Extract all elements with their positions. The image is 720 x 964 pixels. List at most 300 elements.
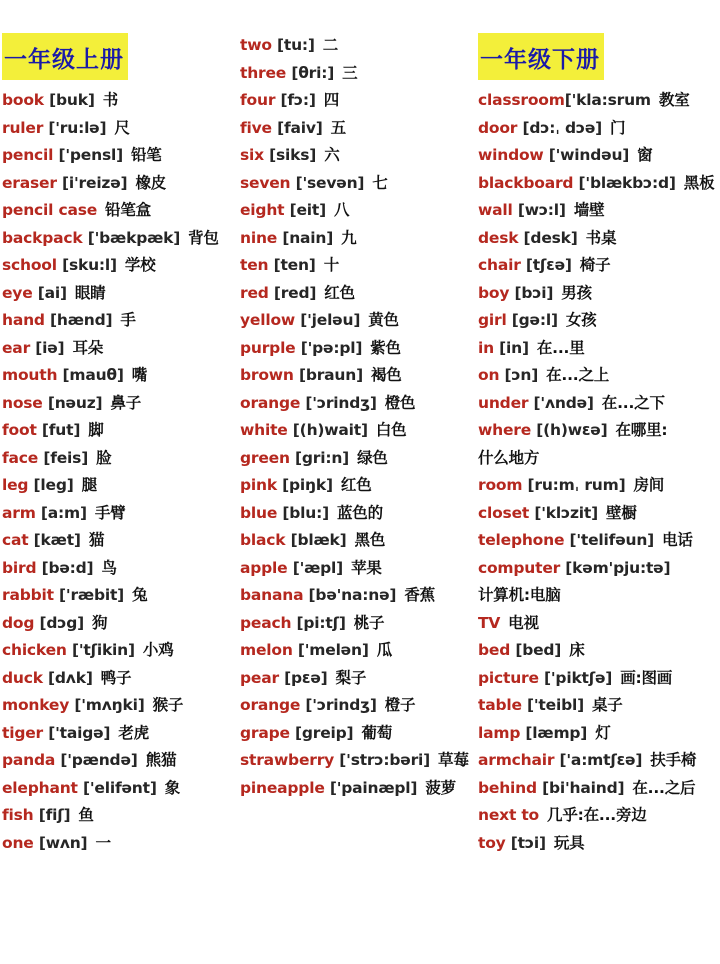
chinese-meaning: 背包	[188, 228, 219, 247]
phonetic: [mauθ]	[62, 366, 124, 384]
chinese-meaning: 一	[95, 833, 111, 852]
vocab-entry	[478, 693, 623, 717]
vocab-entry	[478, 721, 611, 745]
english-word: TV	[478, 613, 501, 632]
phonetic: [ai]	[37, 283, 67, 302]
chinese-meaning: 嘴	[131, 366, 148, 384]
chinese-meaning: 在...之下	[601, 393, 665, 412]
chinese-meaning: 兔	[132, 586, 148, 604]
phonetic: [braun]	[298, 366, 363, 384]
chinese-meaning: 八	[333, 201, 350, 219]
vocab-entry	[240, 336, 401, 360]
phonetic: [pi:tʃ]	[296, 613, 346, 632]
english-word: purple	[240, 338, 296, 357]
vocab-entry	[478, 501, 637, 525]
english-word: nose	[2, 393, 43, 412]
english-word: eraser	[2, 173, 57, 192]
english-word: picture	[478, 668, 539, 687]
phonetic: [bed]	[515, 641, 562, 659]
chinese-meaning: 葡萄	[361, 723, 393, 742]
vocab-entry	[240, 556, 382, 580]
english-word: banana	[240, 586, 304, 604]
chinese-meaning: 电视	[508, 613, 539, 632]
vocab-entry	[240, 638, 392, 662]
chinese-meaning: 熊猫	[145, 751, 177, 769]
chinese-meaning: 五	[330, 118, 346, 137]
chinese-meaning: 耳朵	[72, 338, 104, 357]
english-word: classroom	[478, 91, 565, 109]
chinese-meaning: 男孩	[561, 283, 592, 302]
chinese-meaning: 猴子	[152, 696, 184, 714]
english-word: eye	[2, 283, 33, 302]
chinese-meaning: 画:图画	[620, 668, 673, 687]
chinese-meaning: 桌子	[591, 696, 623, 714]
english-word: cat	[2, 531, 29, 549]
phonetic: [blu:]	[282, 503, 329, 522]
vocab-entry	[240, 61, 357, 85]
chinese-meaning: 桃子	[353, 613, 385, 632]
english-word: pencil case	[2, 201, 98, 219]
phonetic: ['strɔ:bəri]	[339, 751, 431, 769]
phonetic: [i'reizə]	[62, 173, 128, 192]
vocab-entry	[240, 776, 456, 800]
phonetic: [gri:n]	[295, 448, 350, 467]
chinese-meaning: 鸭子	[100, 668, 132, 687]
vocab-entry	[478, 418, 667, 442]
chinese-meaning: 扶手椅	[650, 751, 697, 769]
chinese-meaning: 黑色	[354, 531, 386, 549]
english-word: ten	[240, 256, 269, 274]
phonetic: [hænd]	[50, 311, 113, 329]
english-word: face	[2, 448, 39, 467]
vocab-entry	[240, 666, 366, 690]
vocab-entry	[478, 528, 693, 552]
chinese-meaning: 紫色	[370, 338, 401, 357]
chinese-meaning: 床	[569, 641, 585, 659]
chinese-meaning: 鱼	[78, 806, 94, 824]
vocab-entry	[240, 501, 383, 525]
chinese-meaning: 十	[323, 256, 339, 274]
chinese-meaning: 梨子	[335, 668, 367, 687]
vocab-entry	[240, 583, 435, 607]
phonetic: ['jeləu]	[300, 311, 361, 329]
vocab-entry	[2, 226, 219, 250]
phonetic: [blæk]	[290, 531, 347, 549]
phonetic: [tʃεə]	[525, 256, 572, 274]
vocab-entry	[478, 281, 592, 305]
vocab-entry	[2, 116, 130, 140]
vocab-entry	[478, 143, 652, 167]
phonetic: [tu:]	[276, 36, 315, 54]
vocab-entry	[2, 528, 104, 552]
chinese-meaning: 红色	[340, 476, 372, 494]
english-word: window	[478, 146, 544, 164]
chinese-meaning: 草莓	[438, 751, 469, 769]
phonetic: ['ʌndə]	[533, 393, 594, 412]
chinese-meaning: 在...之上	[546, 366, 610, 384]
vocab-entry	[2, 831, 111, 855]
phonetic: [a:m]	[40, 503, 87, 522]
chinese-meaning: 教室	[658, 91, 690, 109]
english-word: mouth	[2, 366, 58, 384]
phonetic: [dɔg]	[39, 613, 84, 632]
vocab-entry	[2, 281, 105, 305]
english-word: wall	[478, 201, 513, 219]
phonetic: [red]	[273, 283, 317, 302]
chinese-meaning: 窗	[637, 146, 653, 164]
chinese-meaning: 女孩	[565, 311, 597, 329]
vocab-entry	[240, 528, 385, 552]
vocab-entry	[478, 748, 696, 772]
phonetic: [(h)wait]	[292, 421, 368, 439]
phonetic: ['ræbit]	[59, 586, 125, 604]
english-word: green	[240, 448, 290, 467]
english-word: next to	[478, 806, 540, 824]
phonetic: [fiʃ]	[38, 806, 71, 824]
english-word: four	[240, 91, 276, 109]
vocab-entry	[478, 473, 664, 497]
english-word: armchair	[478, 751, 555, 769]
chinese-meaning: 在哪里:	[615, 421, 668, 439]
chinese-meaning: 几乎:在...旁边	[547, 806, 647, 824]
phonetic: [leg]	[33, 476, 74, 494]
phonetic: ['mʌŋki]	[74, 696, 145, 714]
phonetic: [gə:l]	[511, 311, 558, 329]
vocab-entry	[240, 446, 388, 470]
vocab-entry	[240, 308, 399, 332]
chinese-meaning: 橙色	[384, 393, 416, 412]
vocab-entry	[478, 583, 561, 607]
phonetic: ['pændə]	[60, 751, 138, 769]
chinese-meaning: 墙壁	[573, 201, 605, 219]
vocab-entry	[2, 446, 111, 470]
chinese-meaning: 书桌	[585, 228, 617, 247]
phonetic: [ɔn]	[504, 366, 539, 384]
english-word: orange	[240, 696, 301, 714]
vocab-entry	[240, 391, 415, 415]
phonetic: [pεə]	[284, 668, 328, 687]
english-word: yellow	[240, 311, 296, 329]
vocab-entry	[240, 198, 349, 222]
vocab-entry	[2, 611, 107, 635]
english-word: telephone	[478, 531, 565, 549]
vocab-entry	[2, 418, 104, 442]
phonetic: ['windəu]	[548, 146, 630, 164]
english-word: grape	[240, 723, 290, 742]
english-word: lamp	[478, 723, 521, 742]
phonetic: [desk]	[523, 228, 578, 247]
vocab-entry	[2, 308, 136, 332]
vocab-entry	[240, 33, 338, 57]
chinese-meaning: 房间	[633, 476, 665, 494]
chinese-meaning: 象	[164, 778, 181, 797]
chinese-meaning: 什么地方	[478, 448, 540, 467]
phonetic: [kəm'pju:tə]	[565, 558, 671, 577]
english-word: apple	[240, 558, 288, 577]
phonetic: ['pensl]	[58, 146, 123, 164]
chinese-meaning: 蓝色的	[336, 503, 383, 522]
phonetic: ['blækbɔ:d]	[578, 173, 676, 192]
vocab-entry	[478, 363, 609, 387]
english-word: chair	[478, 256, 521, 274]
vocab-entry	[240, 363, 402, 387]
phonetic: ['bækpæk]	[87, 228, 181, 247]
vocab-entry	[240, 281, 355, 305]
chinese-meaning: 椅子	[579, 256, 611, 274]
chinese-meaning: 尺	[114, 118, 130, 137]
english-word: two	[240, 36, 272, 54]
vocab-entry	[2, 143, 162, 167]
vocab-entry	[2, 583, 147, 607]
english-word: boy	[478, 283, 510, 302]
english-word: elephant	[2, 778, 78, 797]
phonetic: ['teibl]	[527, 696, 584, 714]
english-word: table	[478, 696, 522, 714]
english-word: leg	[2, 476, 29, 494]
chinese-meaning: 菠萝	[425, 778, 456, 797]
english-word: five	[240, 118, 272, 137]
vocab-entry	[240, 721, 392, 745]
phonetic: ['sevən]	[295, 173, 365, 192]
vocab-entry	[2, 171, 166, 195]
chinese-meaning: 在...之后	[632, 778, 696, 797]
vocab-entry	[478, 776, 695, 800]
chinese-meaning: 九	[341, 228, 357, 247]
vocab-entry	[478, 556, 670, 580]
vocab-entry	[478, 638, 585, 662]
english-word: blackboard	[478, 173, 574, 192]
phonetic: [sku:l]	[62, 256, 117, 274]
english-word: under	[478, 393, 529, 412]
chinese-meaning: 四	[323, 91, 340, 109]
vocab-entry	[478, 391, 665, 415]
phonetic: [buk]	[49, 91, 95, 109]
chinese-meaning: 瓜	[376, 641, 393, 659]
english-word: behind	[478, 778, 537, 797]
chinese-meaning: 鸟	[101, 558, 117, 577]
vocab-entry	[478, 666, 672, 690]
phonetic: [nain]	[282, 228, 334, 247]
phonetic: [siks]	[269, 146, 317, 164]
phonetic: [faiv]	[277, 118, 323, 137]
chinese-meaning: 褐色	[371, 366, 402, 384]
vocab-entry	[240, 143, 340, 167]
english-word: monkey	[2, 696, 70, 714]
english-word: orange	[240, 393, 301, 412]
vocab-entry	[478, 336, 585, 360]
vocab-entry	[478, 831, 584, 855]
english-word: chicken	[2, 641, 67, 659]
phonetic: [læmp]	[525, 723, 588, 742]
phonetic: [wɔ:l]	[517, 201, 566, 219]
english-word: where	[478, 421, 532, 439]
phonetic: [bi'haind]	[542, 778, 625, 797]
english-word: rabbit	[2, 586, 54, 604]
chinese-meaning: 计算机:电脑	[478, 586, 561, 604]
vocab-entry	[240, 418, 406, 442]
english-word: ruler	[2, 118, 44, 137]
phonetic: ['ru:lə]	[48, 118, 107, 137]
phonetic: [θri:]	[291, 63, 335, 82]
phonetic: [bə:d]	[41, 558, 94, 577]
english-word: red	[240, 283, 269, 302]
english-word: door	[478, 118, 518, 137]
english-word: duck	[2, 668, 43, 687]
vocab-entry	[240, 116, 346, 140]
chinese-meaning: 手	[120, 311, 136, 329]
vocab-entry	[2, 693, 183, 717]
phonetic: [in]	[499, 338, 529, 357]
vocab-entry	[2, 803, 94, 827]
vocab-entry	[2, 473, 97, 497]
chinese-meaning: 黄色	[368, 311, 399, 329]
english-word: bird	[2, 558, 37, 577]
vocab-entry	[240, 171, 388, 195]
vocab-entry	[2, 88, 118, 112]
chinese-meaning: 在...里	[536, 338, 585, 357]
english-word: strawberry	[240, 751, 335, 769]
chinese-meaning: 学校	[124, 256, 156, 274]
chinese-meaning: 七	[372, 173, 388, 192]
phonetic: ['kla:srum	[564, 91, 651, 109]
chinese-meaning: 老虎	[118, 723, 149, 742]
chinese-meaning: 红色	[324, 283, 355, 302]
vocab-entry	[478, 88, 690, 112]
english-word: foot	[2, 421, 37, 439]
english-word: room	[478, 476, 523, 494]
vocab-entry	[2, 638, 174, 662]
phonetic: ['klɔzit]	[534, 503, 598, 522]
section-header: 一年级上册	[2, 33, 128, 80]
phonetic: ['ɔrindʒ]	[305, 393, 377, 412]
vocab-entry	[478, 116, 625, 140]
english-word: one	[2, 833, 34, 852]
phonetic: [fɔ:]	[280, 91, 316, 109]
english-word: white	[240, 421, 288, 439]
chinese-meaning: 三	[342, 63, 358, 82]
vocab-entry	[478, 308, 596, 332]
phonetic: ['melən]	[297, 641, 369, 659]
english-word: blue	[240, 503, 278, 522]
chinese-meaning: 狗	[92, 613, 108, 632]
chinese-meaning: 小鸡	[142, 641, 174, 659]
chinese-meaning: 六	[324, 146, 340, 164]
english-word: pencil	[2, 146, 54, 164]
chinese-meaning: 壁橱	[605, 503, 637, 522]
english-word: peach	[240, 613, 292, 632]
phonetic: [iə]	[35, 338, 65, 357]
phonetic: ['ɔrindʒ]	[305, 696, 377, 714]
section-header: 一年级下册	[478, 33, 604, 80]
vocab-entry	[240, 611, 384, 635]
phonetic: ['tʃikin]	[71, 641, 135, 659]
vocab-entry	[2, 391, 141, 415]
phonetic: [dɔ:ˌ dɔə]	[522, 118, 603, 137]
phonetic: ['a:mtʃεə]	[559, 751, 643, 769]
english-word: brown	[240, 366, 294, 384]
chinese-meaning: 铅笔	[130, 146, 162, 164]
chinese-meaning: 灯	[595, 723, 611, 742]
vocab-entry	[240, 693, 415, 717]
phonetic: ['æpl]	[292, 558, 344, 577]
vocab-entry	[2, 501, 125, 525]
phonetic: [wʌn]	[38, 833, 88, 852]
chinese-meaning: 电话	[662, 531, 693, 549]
phonetic: ['taigə]	[48, 723, 111, 742]
vocab-entry	[2, 666, 131, 690]
vocab-entry	[2, 336, 103, 360]
vocab-entry	[2, 556, 117, 580]
vocab-entry	[240, 88, 339, 112]
english-word: tiger	[2, 723, 43, 742]
english-word: in	[478, 338, 494, 357]
english-word: seven	[240, 173, 291, 192]
english-word: closet	[478, 503, 530, 522]
english-word: girl	[478, 311, 507, 329]
chinese-meaning: 二	[322, 36, 339, 54]
chinese-meaning: 门	[610, 118, 626, 137]
english-word: backpack	[2, 228, 83, 247]
phonetic: [ten]	[273, 256, 316, 274]
chinese-meaning: 猫	[88, 531, 105, 549]
phonetic: ['pə:pl]	[300, 338, 363, 357]
english-word: on	[478, 366, 500, 384]
phonetic: [fut]	[41, 421, 81, 439]
phonetic: [kæt]	[33, 531, 81, 549]
chinese-meaning: 黑板	[683, 173, 715, 192]
english-word: dog	[2, 613, 35, 632]
chinese-meaning: 橙子	[384, 696, 416, 714]
chinese-meaning: 手臂	[94, 503, 126, 522]
chinese-meaning: 香蕉	[404, 586, 435, 604]
chinese-meaning: 白色	[375, 421, 407, 439]
vocab-entry	[2, 748, 176, 772]
chinese-meaning: 眼睛	[74, 283, 106, 302]
vocab-entry	[240, 473, 372, 497]
phonetic: [bɔi]	[514, 283, 554, 302]
vocab-entry	[478, 253, 610, 277]
chinese-meaning: 腿	[81, 476, 97, 494]
english-word: three	[240, 63, 287, 82]
english-word: ear	[2, 338, 31, 357]
phonetic: [bə'na:nə]	[308, 586, 397, 604]
phonetic: [ru:mˌ rum]	[527, 476, 626, 494]
vocab-entry	[2, 721, 149, 745]
vocab-entry	[240, 226, 356, 250]
english-word: nine	[240, 228, 278, 247]
english-word: pineapple	[240, 778, 325, 797]
english-word: pear	[240, 668, 279, 687]
vocab-entry	[478, 611, 539, 635]
english-word: melon	[240, 641, 293, 659]
english-word: desk	[478, 228, 519, 247]
english-word: computer	[478, 558, 561, 577]
vocab-entry	[478, 171, 714, 195]
english-word: six	[240, 146, 264, 164]
chinese-meaning: 书	[102, 91, 119, 109]
english-word: book	[2, 91, 44, 109]
vocab-entry	[478, 198, 604, 222]
chinese-meaning: 橡皮	[135, 173, 167, 192]
english-word: school	[2, 256, 57, 274]
chinese-meaning: 玩具	[553, 833, 585, 852]
chinese-meaning: 脸	[96, 448, 112, 467]
vocab-entry	[240, 748, 469, 772]
chinese-meaning: 鼻子	[110, 393, 142, 412]
phonetic: [greip]	[295, 723, 354, 742]
phonetic: [(h)wεə]	[536, 421, 608, 439]
english-word: arm	[2, 503, 36, 522]
